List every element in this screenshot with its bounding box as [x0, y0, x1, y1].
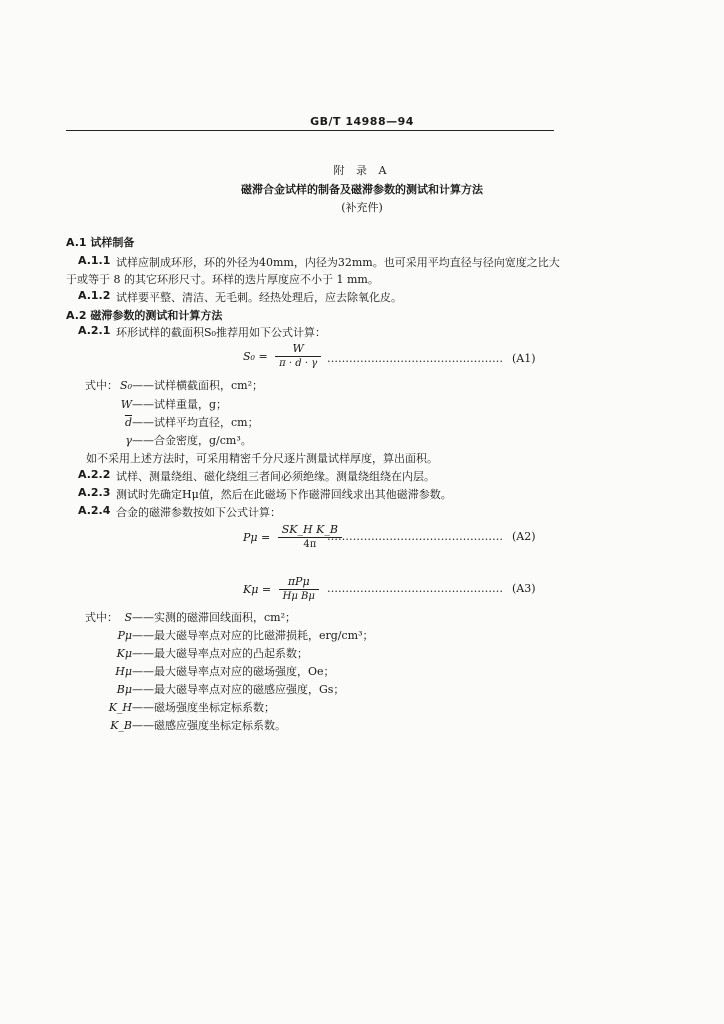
eq-a2-lhs: Pμ = [243, 530, 271, 544]
appendix-subtitle: 磁滞合金试样的制备及磁滞参数的测试和计算方法 [241, 183, 483, 196]
where1-item: γ——合金密度，g/cm³。 [125, 434, 252, 447]
where2-item: Kμ——最大磁导率点对应的凸起系数； [116, 647, 308, 660]
eq-a3-label: (A3) [512, 582, 536, 595]
where2-item: K_H——磁场强度坐标定标系数； [108, 701, 275, 714]
a11-text-line2: 于或等于 8 的其它环形尺寸。环样的迭片厚度应不小于 1 mm。 [66, 273, 379, 286]
where2-item: Pμ——最大磁导率点对应的比磁滞损耗，erg/cm³； [117, 629, 374, 642]
section-a2-heading: A.2 磁滞参数的测试和计算方法 [66, 309, 223, 322]
equation-a1 [243, 342, 321, 371]
a22-number: A.2.2 [78, 468, 111, 481]
where1-item: S₀——试样横截面积，cm²； [120, 379, 264, 392]
where1-item: $\overline{d}——$试样平均直径，cm； [124, 416, 259, 429]
eq-a1-lhs: S₀ = [243, 349, 268, 363]
eq-a3-denominator: Hμ Bμ [282, 591, 315, 602]
eq-a2-numerator: SK_H K_B [278, 523, 342, 538]
eq-a1-numerator: W [275, 342, 321, 357]
a24-text: 合金的磁滞参数按如下公式计算： [116, 506, 281, 519]
where2-item: K_B——磁感应强度坐标定标系数。 [110, 719, 286, 732]
eq-a1-label: (A1) [512, 352, 536, 365]
equation-a3 [243, 575, 319, 604]
where2-item: Hμ——最大磁导率点对应的磁场强度，Oe； [115, 665, 335, 678]
a21-number: A.2.1 [78, 324, 111, 337]
a23-number: A.2.3 [78, 486, 111, 499]
a21-text: 环形试样的截面积S₀推荐用如下公式计算： [116, 326, 326, 339]
appendix-title: 附 录 A [333, 164, 391, 177]
eq-a2-leader: ………………………………………… [327, 530, 503, 543]
a22-text: 试样、测量绕组、磁化绕组三者间必须绝缘。测量绕组绕在内层。 [116, 470, 435, 483]
standard-header: GB/T 14988—94 [310, 115, 414, 128]
a24-number: A.2.4 [78, 504, 111, 517]
a12-text: 试样要平整、清洁、无毛刺。经热处理后，应去除氧化皮。 [116, 291, 402, 304]
a12-number: A.1.2 [78, 289, 111, 302]
where2-prefix: 式中： [85, 611, 118, 624]
eq-a3-numerator: πPμ [279, 575, 319, 590]
eq-a1-leader: ………………………………………… [327, 352, 503, 365]
where1-item: W——试样重量，g； [120, 398, 228, 411]
alt-method-text: 如不采用上述方法时，可采用精密千分尺逐片测量试样厚度，算出面积。 [86, 452, 438, 465]
a11-number: A.1.1 [78, 254, 111, 267]
eq-a2-label: (A2) [512, 530, 536, 543]
eq-a2-denominator: 4π [303, 539, 317, 550]
where2-item: Bμ——最大磁导率点对应的磁感应强度，Gs； [116, 683, 345, 696]
eq-a1-fraction [275, 342, 321, 371]
eq-a3-leader: ………………………………………… [327, 582, 503, 595]
header-rule [66, 130, 554, 131]
eq-a1-denominator: π · d · γ [279, 358, 318, 369]
eq-a3-fraction [279, 575, 319, 604]
where1-prefix: 式中： [85, 379, 118, 392]
appendix-note: (补充件) [341, 201, 383, 214]
where2-item: S——实测的磁滞回线面积，cm²； [124, 611, 297, 624]
a23-text: 测试时先确定Hμ值，然后在此磁场下作磁滞回线求出其他磁滞参数。 [116, 488, 452, 501]
section-a1-heading: A.1 试样制备 [66, 236, 135, 249]
eq-a3-lhs: Kμ = [243, 582, 272, 596]
a11-text-line1: 试样应制成环形，环的外径为40mm，内径为32mm。也可采用平均直径与径向宽度之比大 [116, 256, 560, 269]
